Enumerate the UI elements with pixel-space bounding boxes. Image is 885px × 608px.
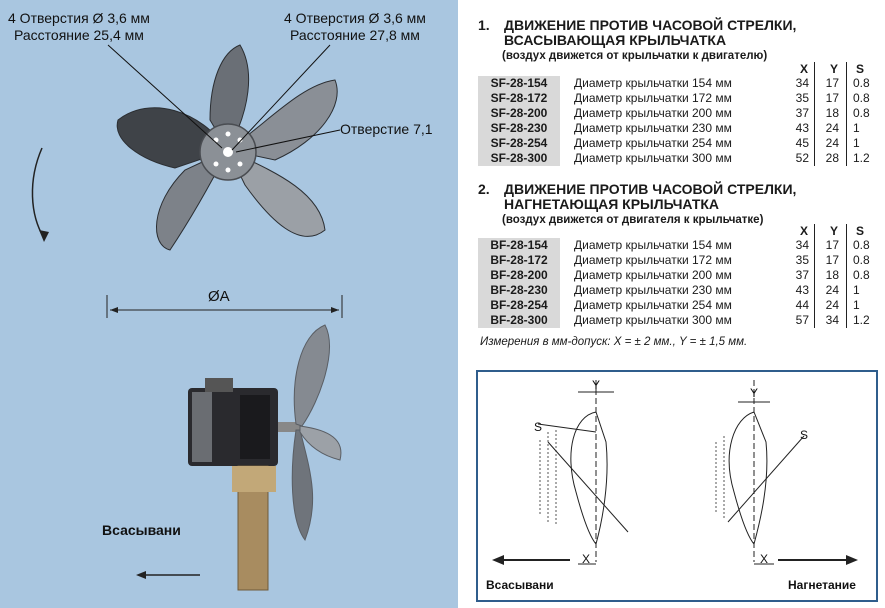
value-s: 1 <box>853 121 860 135</box>
product-code: BF-28-172 <box>478 253 560 268</box>
table-row <box>478 106 880 121</box>
product-code: BF-28-300 <box>478 313 560 328</box>
product-description: Диаметр крыльчатки 230 мм <box>574 121 732 135</box>
annotation-text: 4 Отверстия Ø 3,6 мм <box>8 10 150 26</box>
s-dimension-label: S <box>534 420 543 434</box>
table-row <box>478 76 880 91</box>
column-header-x: X <box>800 224 809 238</box>
value-s: 0.8 <box>853 268 870 282</box>
s-dimension-label: S <box>800 428 809 442</box>
column-header-s: S <box>856 224 865 238</box>
airflow-diagram <box>476 370 878 602</box>
mount-hole <box>226 168 231 173</box>
table-row <box>478 136 880 151</box>
product-code: BF-28-154 <box>478 238 560 253</box>
tolerance-note: Измерения в мм-допуск: X = ± 2 мм., Y = ± 1,5 мм. <box>480 336 748 348</box>
table-row <box>478 313 880 328</box>
value-s: 0.8 <box>853 76 870 90</box>
value-s: 1.2 <box>853 313 870 327</box>
product-description: Диаметр крыльчатки 254 мм <box>574 298 732 312</box>
value-y: 17 <box>825 76 839 90</box>
product-description: Диаметр крыльчатки 230 мм <box>574 283 732 297</box>
product-description: Диаметр крыльчатки 300 мм <box>574 313 732 327</box>
value-s: 1 <box>853 283 860 297</box>
section-1-table <box>478 62 880 166</box>
annotation-text: Расстояние 27,8 мм <box>290 27 420 43</box>
value-s: 0.8 <box>853 91 870 105</box>
mount-hole <box>238 162 243 167</box>
table-header <box>478 62 880 76</box>
motor-side-view <box>188 378 300 590</box>
section-title-line: ДВИЖЕНИЕ ПРОТИВ ЧАСОВОЙ СТРЕЛКИ, <box>504 17 797 33</box>
value-x: 34 <box>795 238 809 252</box>
mount-hole <box>214 138 219 143</box>
column-header-x: X <box>800 62 809 76</box>
holes-left-annotation <box>8 10 150 44</box>
value-x: 35 <box>795 253 809 267</box>
value-x: 37 <box>795 268 809 282</box>
value-y: 17 <box>825 238 839 252</box>
annotation-text: Расстояние 25,4 мм <box>14 27 144 43</box>
product-description: Диаметр крыльчатки 172 мм <box>574 253 732 267</box>
column-header-y: Y <box>830 62 839 76</box>
section-2-subtitle: (воздух движется от двигателя к крыльчатке) <box>502 214 764 226</box>
value-x: 44 <box>795 298 809 312</box>
rotation-arrow-icon <box>32 148 44 238</box>
table-header <box>478 224 880 238</box>
product-code: SF-28-230 <box>478 121 560 136</box>
table-row <box>478 283 880 298</box>
product-code: BF-28-230 <box>478 283 560 298</box>
product-code: SF-28-200 <box>478 106 560 121</box>
product-description: Диаметр крыльчатки 300 мм <box>574 151 732 165</box>
product-code: BF-28-200 <box>478 268 560 283</box>
product-code: SF-28-254 <box>478 136 560 151</box>
column-header-y: Y <box>830 224 839 238</box>
fan-blades-side-view <box>292 325 341 540</box>
value-y: 24 <box>825 283 839 297</box>
section-2-table <box>478 224 880 328</box>
table-row <box>478 253 880 268</box>
table-row <box>478 91 880 106</box>
product-description: Диаметр крыльчатки 154 мм <box>574 238 732 252</box>
section-title-line: ДВИЖЕНИЕ ПРОТИВ ЧАСОВОЙ СТРЕЛКИ, <box>504 181 797 197</box>
product-description: Диаметр крыльчатки 200 мм <box>574 106 732 120</box>
diagram-discharge-label: Нагнетание <box>788 578 856 592</box>
section-title-line: ВСАСЫВАЮЩАЯ КРЫЛЬЧАТКА <box>504 32 727 48</box>
value-x: 35 <box>795 91 809 105</box>
column-header-s: S <box>856 62 865 76</box>
value-x: 45 <box>795 136 809 150</box>
value-y: 18 <box>825 106 839 120</box>
product-code: SF-28-300 <box>478 151 560 166</box>
section-1-title <box>478 18 796 48</box>
value-s: 0.8 <box>853 238 870 252</box>
value-y: 17 <box>825 253 839 267</box>
y-dimension-label: Y <box>592 378 601 392</box>
value-y: 17 <box>825 91 839 105</box>
value-y: 18 <box>825 268 839 282</box>
section-2-title <box>478 182 796 212</box>
mount-hole <box>214 162 219 167</box>
product-description: Диаметр крыльчатки 254 мм <box>574 136 732 150</box>
value-y: 24 <box>825 298 839 312</box>
value-y: 28 <box>825 151 839 165</box>
value-x: 57 <box>795 313 809 327</box>
table-row <box>478 238 880 253</box>
value-s: 1.2 <box>853 151 870 165</box>
section-title-line: НАГНЕТАЮЩАЯ КРЫЛЬЧАТКА <box>504 196 720 212</box>
x-dimension-label: X <box>760 552 769 566</box>
section-number: 1. <box>478 17 490 33</box>
value-x: 43 <box>795 121 809 135</box>
product-description: Диаметр крыльчатки 200 мм <box>574 268 732 282</box>
section-number: 2. <box>478 181 490 197</box>
value-y: 24 <box>825 121 839 135</box>
table-row <box>478 151 880 166</box>
value-x: 52 <box>795 151 809 165</box>
center-hole-annotation: Отверстие 7,1 <box>340 121 433 137</box>
table-row <box>478 121 880 136</box>
product-code: SF-28-172 <box>478 91 560 106</box>
right-panel <box>458 0 885 608</box>
value-x: 43 <box>795 283 809 297</box>
value-x: 34 <box>795 76 809 90</box>
section-1-subtitle: (воздух движется от крыльчатки к двигателю) <box>502 50 768 62</box>
diameter-label: ØA <box>208 288 230 305</box>
x-dimension-label: X <box>582 552 591 566</box>
suction-label: Всасывани <box>102 522 181 538</box>
product-description: Диаметр крыльчатки 154 мм <box>574 76 732 90</box>
value-x: 37 <box>795 106 809 120</box>
airflow-diagram-drawing <box>478 372 876 600</box>
value-s: 1 <box>853 298 860 312</box>
product-description: Диаметр крыльчатки 172 мм <box>574 91 732 105</box>
table-row <box>478 298 880 313</box>
mount-hole <box>226 132 231 137</box>
holes-right-annotation <box>284 10 426 44</box>
product-code: BF-28-254 <box>478 298 560 313</box>
diagram-suction-label: Всасывани <box>486 578 554 592</box>
value-y: 24 <box>825 136 839 150</box>
annotation-text: 4 Отверстия Ø 3,6 мм <box>284 10 426 26</box>
table-row <box>478 268 880 283</box>
value-y: 34 <box>825 313 839 327</box>
product-code: SF-28-154 <box>478 76 560 91</box>
value-s: 0.8 <box>853 106 870 120</box>
center-hole <box>223 147 233 157</box>
y-dimension-label: Y <box>750 386 759 400</box>
value-s: 1 <box>853 136 860 150</box>
value-s: 0.8 <box>853 253 870 267</box>
